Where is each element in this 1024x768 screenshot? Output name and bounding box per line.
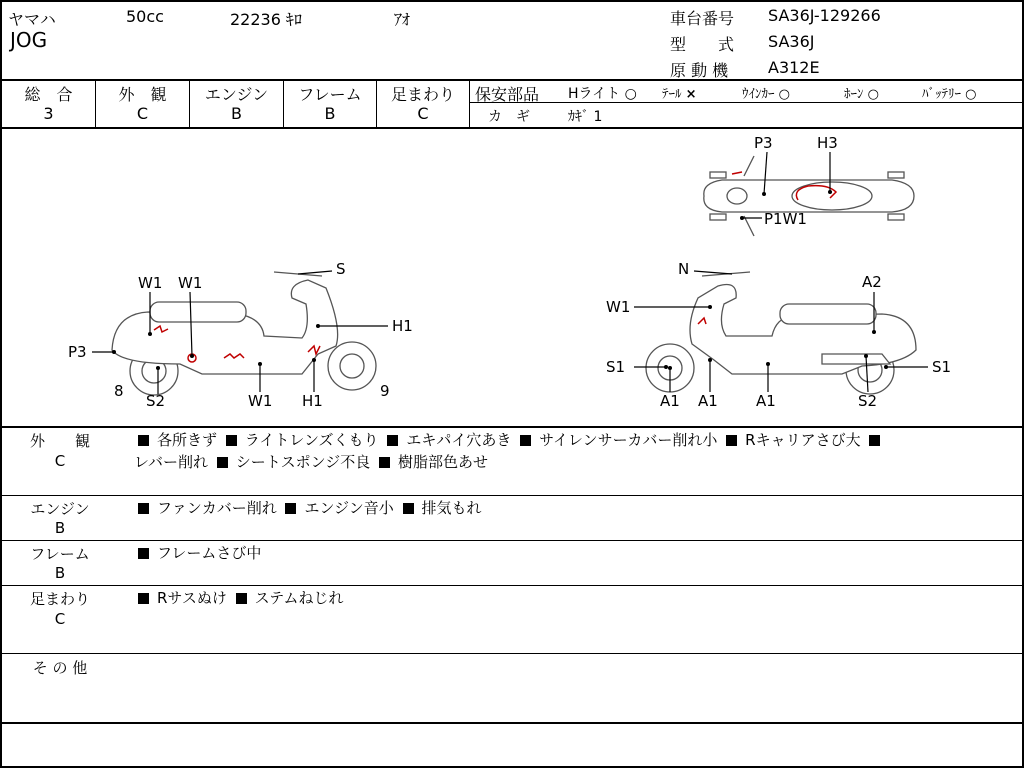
finding-item: ライトレンズくもり	[244, 431, 379, 449]
safety-item-name: ｳｲﾝｶｰ	[742, 87, 775, 102]
frame-no-label: 車台番号	[670, 9, 735, 28]
grade-overall-value: 3	[43, 104, 54, 123]
grade-overall-label: 総 合	[24, 85, 73, 104]
finding-item: 各所きず	[157, 431, 218, 449]
grade-frame-value: B	[324, 104, 336, 123]
bullet-square	[285, 503, 296, 514]
bullet-square	[726, 435, 737, 446]
safety-item-name: ﾊﾞｯﾃﾘｰ	[922, 87, 961, 102]
engine-label: 原 動 機	[670, 61, 729, 80]
diagram-label: S	[336, 260, 346, 278]
safety-item-mark: ○	[624, 86, 637, 102]
key-label: カ ギ	[488, 109, 530, 125]
engine-value: A312E	[768, 58, 820, 77]
bullet-square	[379, 457, 390, 468]
finding-item: 樹脂部色あせ	[398, 453, 489, 471]
header-divider	[2, 79, 1024, 81]
finding-item: エキパイ穴あき	[406, 431, 512, 449]
bullet-square	[520, 435, 531, 446]
section-divider	[2, 540, 1024, 541]
section-divider	[2, 585, 1024, 586]
bullet-square	[138, 593, 149, 604]
color: ｱｵ	[394, 10, 411, 29]
section-frame-items	[134, 542, 1014, 564]
finding-item: ファンカバー削れ	[157, 499, 277, 517]
section-divider	[2, 495, 1024, 496]
section-other-title: そ の 他	[32, 659, 88, 677]
safety-item-mark: ○	[867, 87, 879, 102]
section-engine-grade: B	[54, 519, 66, 537]
top-view-scooter	[704, 156, 914, 236]
diagram-label: H1	[302, 392, 323, 410]
finding-item: サイレンサーカバー削れ小	[539, 431, 718, 449]
bullet-square	[387, 435, 398, 446]
bullet-square	[138, 435, 149, 446]
diagram-label: H1	[392, 317, 413, 335]
safety-item-name: ﾃｰﾙ	[662, 87, 682, 102]
section-divider	[2, 653, 1024, 654]
diagram-label: P3	[68, 343, 87, 361]
bullet-square	[236, 593, 247, 604]
type-label: 型 式	[670, 35, 735, 54]
bullet-square	[403, 503, 414, 514]
finding-item: Rキャリアさび大	[745, 431, 861, 449]
grade-divider	[283, 80, 284, 128]
mileage: 22236 ｷﾛ	[230, 10, 302, 29]
key-value: ｶｷﾞ 1	[568, 109, 603, 125]
diagram-label: P3	[754, 134, 773, 152]
section-suspension-title: 足まわり	[29, 590, 90, 608]
displacement: 50cc	[126, 7, 164, 26]
damage-mark	[732, 172, 742, 174]
diagram-label: S2	[146, 392, 166, 410]
frame-no: SA36J-129266	[768, 6, 881, 25]
diagram-label: A1	[756, 392, 776, 410]
diagram-label: W1	[248, 392, 273, 410]
type-value: SA36J	[768, 32, 815, 51]
bullet-square	[217, 457, 228, 468]
section-exterior-grade: C	[54, 452, 66, 470]
finding-item: エンジン音小	[304, 499, 394, 517]
section-frame-grade: B	[54, 564, 66, 582]
diagram-label: W1	[178, 274, 203, 292]
safety-item-mark: ○	[965, 87, 977, 102]
safety-item-name: Hライト	[568, 86, 621, 102]
maker: ヤマハ	[8, 10, 56, 29]
safety-item-mark: ×	[685, 87, 697, 102]
safety-item-name: ﾎｰﾝ	[844, 87, 864, 102]
section-exterior-items	[134, 429, 1014, 473]
finding-item: ステムねじれ	[254, 589, 344, 607]
finding-item: レバー削れ	[134, 453, 208, 471]
diagram-label: W1	[138, 274, 163, 292]
diagram-label: A1	[660, 392, 680, 410]
grade-divider	[469, 80, 470, 128]
grade-frame-label: フレーム	[298, 85, 362, 104]
model-name: JOG	[10, 28, 48, 52]
bullet-square	[869, 435, 880, 446]
grade-divider	[95, 80, 96, 128]
grade-engine-value: B	[231, 104, 242, 123]
section-frame-title: フレーム	[30, 545, 90, 563]
section-suspension-items	[134, 587, 1014, 609]
bullet-square	[138, 503, 149, 514]
grade-divider	[376, 80, 377, 128]
section-engine-items	[134, 497, 1014, 519]
safety-item-winker	[742, 83, 790, 102]
diagram-label: S1	[932, 358, 952, 376]
safety-item-mark: ○	[778, 87, 790, 102]
grade-divider	[189, 80, 190, 128]
finding-item: 排気もれ	[421, 499, 482, 517]
diagram-label: 8	[114, 382, 124, 400]
safety-divider	[470, 102, 1024, 103]
grade-exterior-label: 外 観	[118, 85, 167, 104]
grade-engine-label: エンジン	[204, 85, 269, 104]
finding-item: Rサスぬけ	[157, 589, 227, 607]
finding-item: フレームさび中	[157, 544, 262, 562]
safety-item-headlight	[568, 83, 637, 103]
diagram-label: H3	[817, 134, 838, 152]
safety-item-horn	[844, 83, 879, 102]
section-engine-title: エンジン	[30, 500, 90, 518]
grade-exterior-value: C	[136, 104, 149, 123]
section-exterior-title: 外 観	[29, 432, 90, 450]
bullet-square	[138, 548, 149, 559]
diagram-label: 9	[380, 382, 390, 400]
section-suspension-grade: C	[54, 610, 66, 628]
diagram-label: A2	[862, 273, 882, 291]
safety-label: 保安部品	[475, 85, 540, 104]
safety-item-tail	[662, 83, 697, 102]
safety-item-battery	[922, 83, 976, 102]
section-divider	[2, 722, 1024, 724]
diagram-label: N	[678, 260, 690, 278]
diagram-label: W1	[606, 298, 631, 316]
diagram-bottom-divider	[2, 426, 1024, 428]
diagram-label: A1	[698, 392, 718, 410]
diagram-label: P1W1	[764, 210, 807, 228]
finding-item: シートスポンジ不良	[235, 453, 371, 471]
grade-suspension-value: C	[417, 104, 429, 123]
diagram-label: S1	[606, 358, 626, 376]
bullet-square	[226, 435, 237, 446]
diagram-label: S2	[858, 392, 878, 410]
damage-diagram	[2, 128, 1022, 426]
grade-suspension-label: 足まわり	[390, 85, 455, 104]
